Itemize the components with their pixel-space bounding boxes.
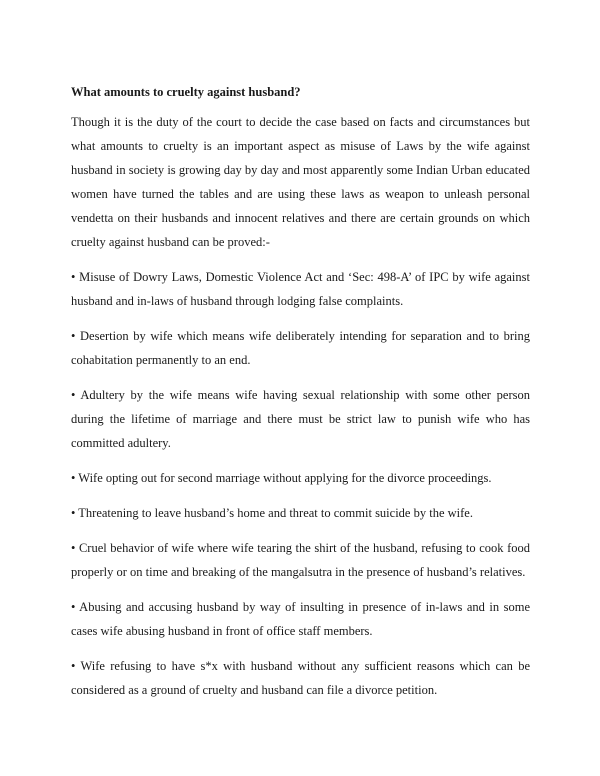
bullet-point: • Abusing and accusing husband by way of insulting in presence of in-laws and in some cases wife abusing husband in front of office staff members. bbox=[71, 600, 530, 638]
bullet-point: • Misuse of Dowry Laws, Domestic Violence Act and ‘Sec: 498-A’ of IPC by wife against husband and in-laws of husband through lodging false complaints. bbox=[71, 270, 530, 308]
bullet-point: • Wife opting out for second marriage without applying for the divorce proceedings. bbox=[71, 471, 492, 485]
document-heading: What amounts to cruelty against husband? bbox=[71, 85, 301, 99]
bullet-point: • Wife refusing to have s*x with husband without any sufficient reasons which can be considered as a ground of cruelty and husband can file a divorce petition. bbox=[71, 659, 530, 697]
bullet-point: • Desertion by wife which means wife deliberately intending for separation and to bring cohabitation permanently to an end. bbox=[71, 329, 530, 367]
intro-paragraph: Though it is the duty of the court to decide the case based on facts and circumstances but what amounts to cruelty is an important aspect as misuse of Laws by the wife against husband in society is growing day by day and most apparently some Indian Urban educated women have turned the tables and are using these laws as weapon to unleash personal vendetta on their husbands and innocent relatives and there are certain grounds on which cruelty against husband can be proved:- bbox=[71, 115, 530, 249]
bullet-point: • Cruel behavior of wife where wife tearing the shirt of the husband, refusing to cook food properly or on time and breaking of the mangalsutra in the presence of husband’s relatives. bbox=[71, 541, 530, 579]
document-body bbox=[71, 83, 530, 713]
bullet-point: • Threatening to leave husband’s home and threat to commit suicide by the wife. bbox=[71, 506, 473, 520]
bullet-point: • Adultery by the wife means wife having sexual relationship with some other person during the lifetime of marriage and there must be strict law to punish wife who has committed adultery. bbox=[71, 388, 530, 450]
